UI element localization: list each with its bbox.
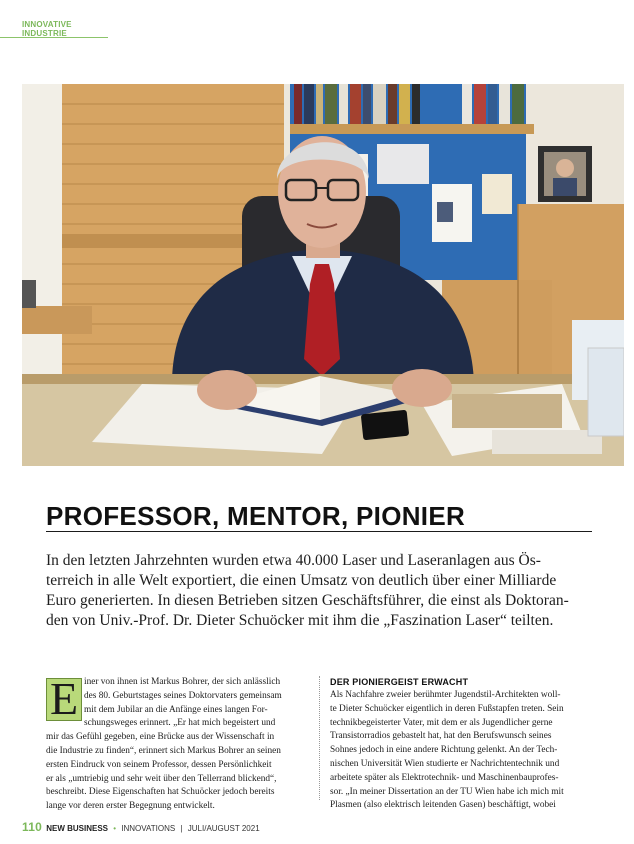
lead-line: den von Univ.-Prof. Dr. Dieter Schuöcker mit ihm die „Faszination Laser“ teilten. <box>46 612 554 629</box>
page-number: 110 <box>22 820 42 834</box>
article-photo <box>22 84 624 466</box>
body-line: technikbegeisterter Vater, mit dem er als Jugendlicher gerne <box>330 717 553 728</box>
drop-cap-letter: E <box>50 673 79 724</box>
body-line: arbeitete später als Elektrotechnik- und Maschinenbauprofes- <box>330 772 559 783</box>
page-footer <box>22 820 260 834</box>
lead-line: terreich in alle Welt exportiert, die einen Umsatz von deutlich über einer Milliarde <box>46 572 557 589</box>
body-column-left <box>46 673 308 814</box>
article-headline: PROFESSOR, MENTOR, PIONIER <box>46 501 466 531</box>
body-line: mit dem Jubilar an die Anfänge eines langen For- <box>84 704 268 715</box>
magazine-name: NEW BUSINESS <box>46 824 108 833</box>
body-line: iner von ihnen ist Markus Bohrer, der sich anlässlich <box>84 677 281 687</box>
body-line: beschreibt. Diese Eigenschaften hat Schuöcker jedoch bereits <box>46 787 275 798</box>
footer-issue: JULI/AUGUST 2021 <box>187 824 260 833</box>
body-line: ersten Eindruck von seinem Professor, dessen Persönlichkeit <box>46 759 272 770</box>
article-lead <box>46 551 592 631</box>
body-line: lange vor deren erster Begegnung entwickelt. <box>46 801 215 812</box>
body-line: Transistorradios gebastelt hat, hat den Berufswunsch seines <box>330 731 552 742</box>
article-headline-block <box>46 502 592 532</box>
professor-at-desk-illustration <box>22 84 624 466</box>
body-line: er als „umtriebig und sehr weit über den Tellerrand blickend“, <box>46 773 277 784</box>
lead-line: In den letzten Jahrzehnten wurden etwa 40.000 Laser und Laseranlagen aus Ös- <box>46 552 541 569</box>
body-line: schungsweges erinnert. „Er hat mich begeistert und <box>84 718 276 729</box>
body-column-right <box>330 676 592 813</box>
body-line: Plasmen (also elektrisch leitenden Gasen) beschäftigt, wobei <box>330 800 556 811</box>
column-divider <box>319 676 320 800</box>
footer-separator-bar: | <box>180 824 183 833</box>
footer-separator-dot: • <box>113 824 117 833</box>
section-tag <box>0 18 108 38</box>
footer-section: INNOVATIONS <box>121 824 176 833</box>
body-line: nischen Universität Wien studierte er Nachrichtentechnik und <box>330 758 560 769</box>
body-line: Sohnes jedoch in eine andere Richtung gelenkt. An der Tech- <box>330 745 558 756</box>
body-line: die Industrie zu finden“, erinnert sich Markus Bohrer an seinen <box>46 745 281 756</box>
body-line: des 80. Geburtstages seines Doktorvaters gemeinsam <box>84 690 282 701</box>
body-line: sor. „In meiner Dissertation an der TU Wien habe ich mich mit <box>330 786 564 797</box>
section-subhead: DER PIONIERGEIST ERWACHT <box>330 677 469 687</box>
section-tag-label: INNOVATIVE INDUSTRIE <box>22 20 72 38</box>
body-line: te Dieter Schuöcker eigentlich in deren Fußstapfen treten. Sein <box>330 703 564 714</box>
body-line: Als Nachfahre zweier berühmter Jugendstil-Architekten woll- <box>330 690 561 700</box>
body-line: mir das Gefühl gegeben, eine Brücke aus der Wissenschaft in <box>46 732 275 743</box>
lead-line: Euro generierten. In diesen Betrieben sitzen Geschäftsführer, die einst als Doktoran- <box>46 592 569 609</box>
